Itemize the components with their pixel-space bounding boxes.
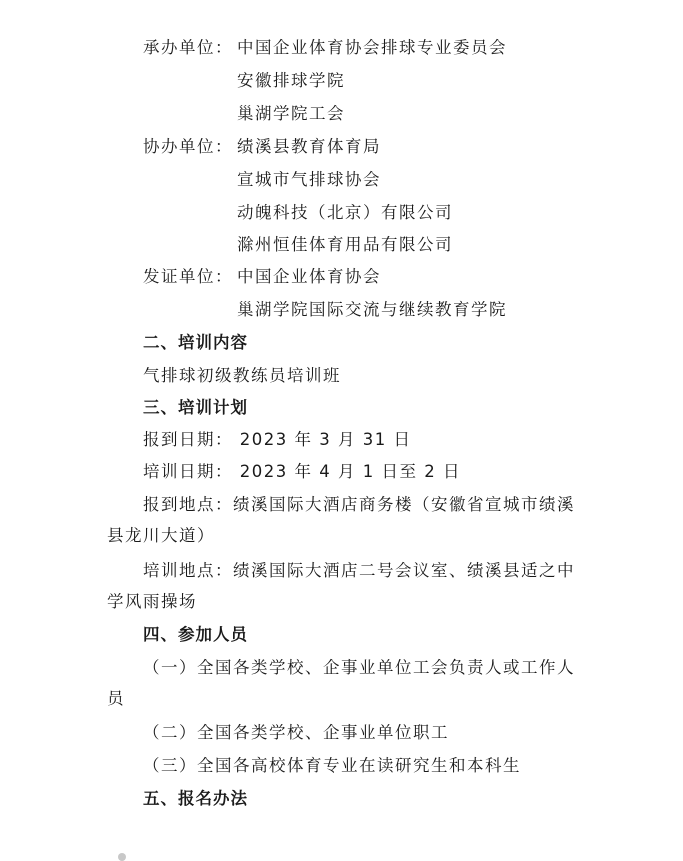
participants-item-2: （二）全国各类学校、企事业单位职工 xyxy=(143,723,449,742)
cert-label: 发证单位： xyxy=(143,267,233,286)
section-heading-registration: 五、报名办法 xyxy=(143,789,248,808)
report-place-text-line2: 县龙川大道） xyxy=(107,526,215,545)
co-unit-1: 绩溪县教育体育局 xyxy=(237,137,381,156)
section-heading-training-plan: 三、培训计划 xyxy=(143,398,248,417)
training-date-text: 培训日期： 2023 年 4 月 1 日至 2 日 xyxy=(143,462,461,481)
host-unit-2: 安徽排球学院 xyxy=(237,71,345,90)
participants-item-1-line2: 员 xyxy=(107,689,125,708)
section-heading-training-content: 二、培训内容 xyxy=(143,333,248,352)
cert-unit-1: 中国企业体育协会 xyxy=(237,267,381,286)
training-place-text-line2: 学风雨操场 xyxy=(107,592,197,611)
section-heading-participants: 四、参加人员 xyxy=(143,625,248,644)
participants-item-1-line1: （一）全国各类学校、企事业单位工会负责人或工作人 xyxy=(143,658,575,677)
report-date-text: 报到日期： 2023 年 3 月 31 日 xyxy=(143,430,412,449)
co-unit-2: 宣城市气排球协会 xyxy=(237,170,381,189)
cert-unit-2: 巢湖学院国际交流与继续教育学院 xyxy=(237,300,507,319)
report-place-text-line1: 报到地点：绩溪国际大酒店商务楼（安徽省宣城市绩溪 xyxy=(143,495,575,514)
training-place-text-line1: 培训地点：绩溪国际大酒店二号会议室、绩溪县适之中 xyxy=(143,561,575,580)
host-unit-1: 中国企业体育协会排球专业委员会 xyxy=(237,38,507,57)
participants-item-3: （三）全国各高校体育专业在读研究生和本科生 xyxy=(143,756,521,775)
host-unit-3: 巢湖学院工会 xyxy=(237,104,345,123)
host-label: 承办单位： xyxy=(143,38,233,57)
co-unit-3: 动魄科技（北京）有限公司 xyxy=(237,203,453,222)
training-content-text: 气排球初级教练员培训班 xyxy=(143,366,341,385)
co-label: 协办单位： xyxy=(143,137,233,156)
co-unit-4: 滁州恒佳体育用品有限公司 xyxy=(237,235,453,254)
